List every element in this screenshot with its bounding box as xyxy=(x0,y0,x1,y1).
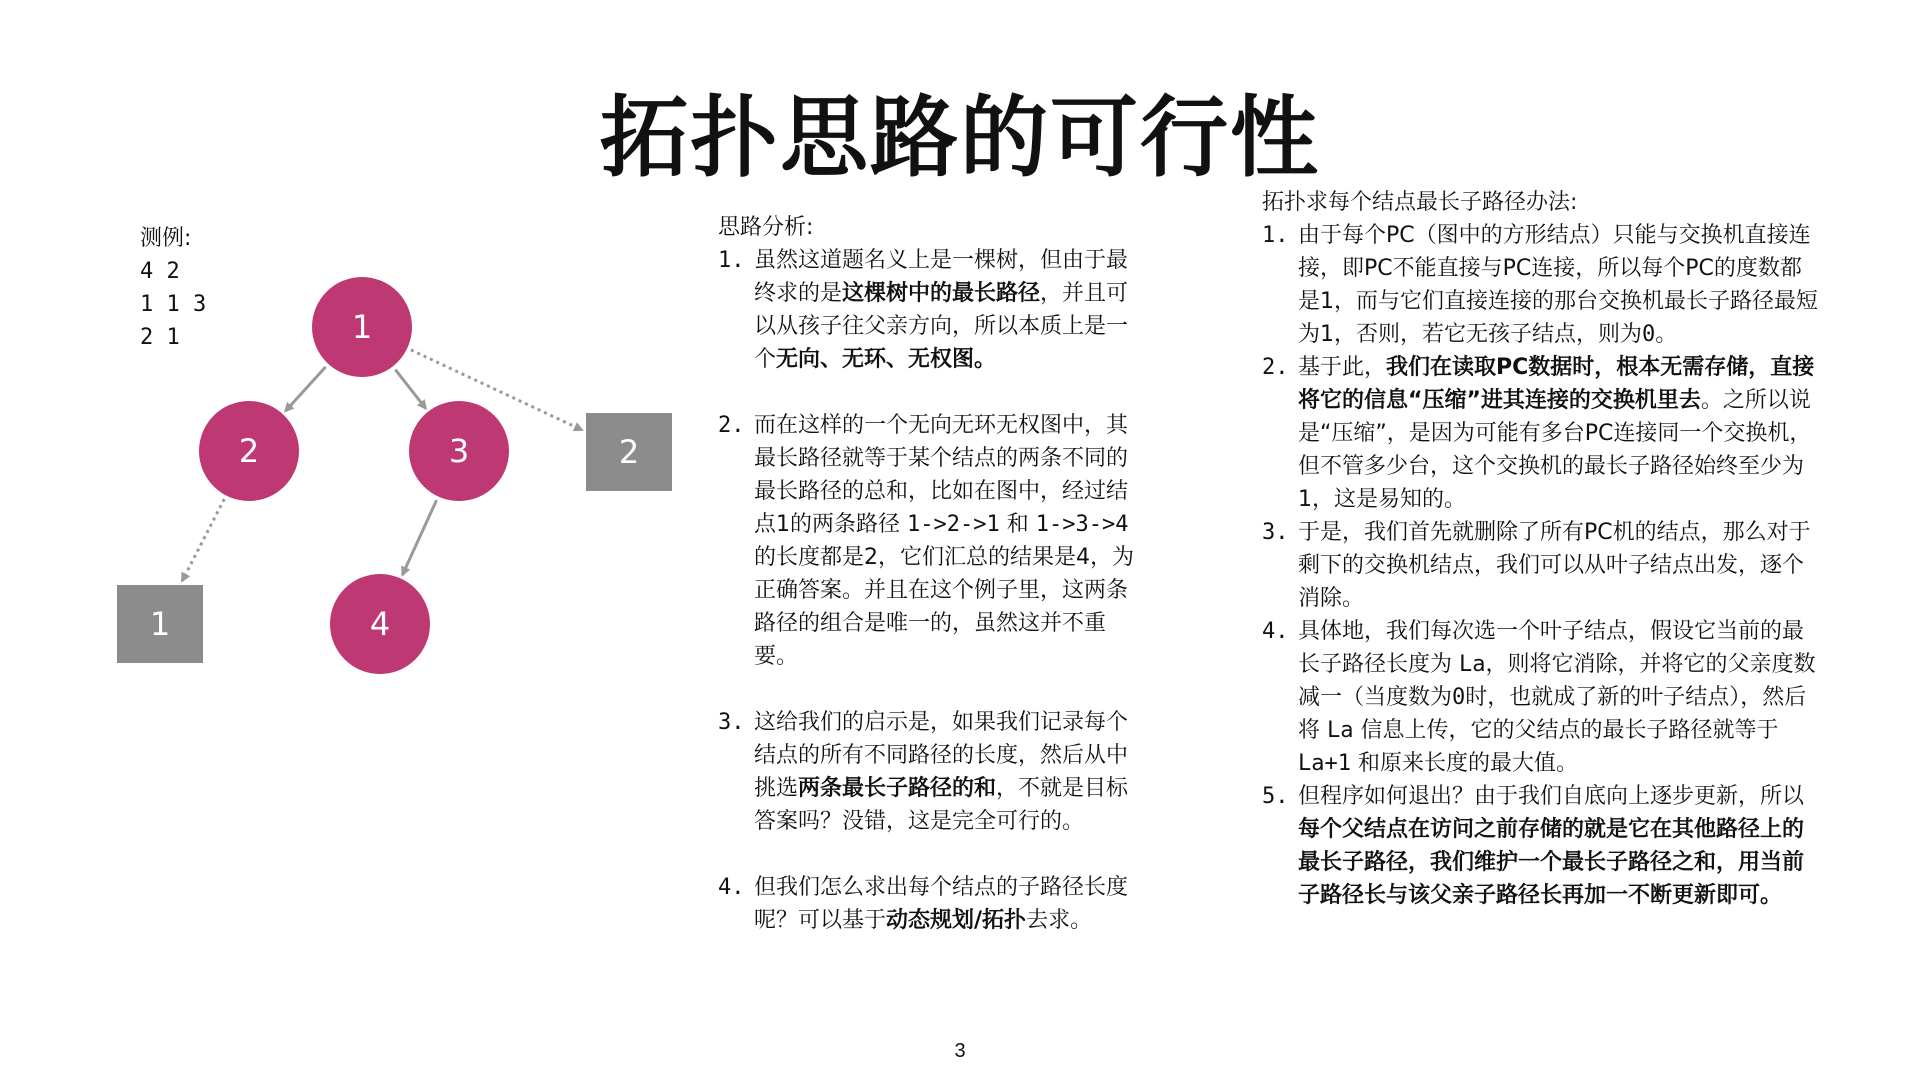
code-text: 1->3->4 xyxy=(1035,512,1129,537)
emphasis-text: 我们在读取PC数据时，根本无需存储，直接将它的信息“压缩”进其连接的交换机里去 xyxy=(1298,355,1815,413)
analysis-item xyxy=(718,706,1148,838)
node-label: 1 xyxy=(351,308,373,346)
body-text: 但我们怎么求出每个结点的子路径长度呢？可以基于 xyxy=(754,875,1129,933)
switch-node-n1 xyxy=(312,277,412,377)
method-heading: 拓扑求每个结点最长子路径办法: xyxy=(1262,190,1578,215)
body-text: 和 xyxy=(999,512,1036,537)
edge-n3-n4 xyxy=(402,500,436,575)
analysis-item-number: 2. xyxy=(718,413,745,438)
code-text: 0 xyxy=(1642,322,1656,347)
method-item-number: 4. xyxy=(1262,619,1289,644)
code-text: La xyxy=(1327,718,1354,743)
analysis-item-number: 1. xyxy=(718,248,745,273)
sample-label: 测例: xyxy=(140,226,192,251)
analysis-item-text xyxy=(754,244,1148,376)
method-item-text xyxy=(1298,615,1822,780)
body-text: ，并且可以从孩子往父亲方向，所以本质上是一个 xyxy=(754,281,1129,372)
analysis-item xyxy=(718,244,1148,376)
body-text: 时，也就成了新的叶子结点），然后将 xyxy=(1298,685,1807,743)
pc-node-pc2 xyxy=(586,413,672,491)
body-text: 而在这样的一个无向无环无权图中，其最长路径就等于某个结点的两条不同的最长路径的总和，比如在图中，经过结点1的两条路径 xyxy=(754,413,1129,537)
analysis-item xyxy=(718,409,1148,673)
method-item-text xyxy=(1298,351,1822,516)
emphasis-text: 无向、无环、无权图。 xyxy=(776,347,997,372)
page-title: 拓扑思路的可行性 xyxy=(599,86,1320,189)
edge-n1-n2 xyxy=(285,367,325,411)
edge-n1-n3 xyxy=(395,370,425,409)
method-item-number: 3. xyxy=(1262,520,1289,545)
method-item-number: 5. xyxy=(1262,784,1289,809)
page-number: 3 xyxy=(954,1040,966,1062)
switch-node-n4 xyxy=(330,574,430,674)
method-item xyxy=(1262,780,1822,912)
sample-line: 2 1 xyxy=(140,325,180,350)
sample-line: 4 2 xyxy=(140,259,180,284)
method-item-text xyxy=(1298,780,1822,912)
analysis-item-text xyxy=(754,409,1148,673)
emphasis-text: 每个父结点在访问之前存储的就是它在其他路径上的最长子路径，我们维护一个最长子路径之和，用当前子路径长与该父亲子路径长再加一不断更新即可。 xyxy=(1298,817,1805,908)
method-item xyxy=(1262,615,1822,780)
analysis-list xyxy=(718,244,1148,937)
method-item xyxy=(1262,219,1822,351)
node-label: 2 xyxy=(618,433,640,471)
node-label: 4 xyxy=(369,605,391,643)
analysis-item-text xyxy=(754,706,1148,838)
method-item xyxy=(1262,351,1822,516)
emphasis-text: 这棵树中的最长路径 xyxy=(842,281,1041,306)
code-text: La xyxy=(1459,652,1486,677)
method-item-number: 1. xyxy=(1262,223,1289,248)
node-label: 3 xyxy=(448,432,470,470)
method-item-number: 2. xyxy=(1262,355,1289,380)
body-text: 这给我们的启示是，如果我们记录每个结点的所有不同路径的长度，然后从中挑选 xyxy=(754,710,1129,801)
method-item-text xyxy=(1298,219,1822,351)
body-text: ，则将它消除，并将它的父亲度数减一（当度数为 xyxy=(1298,652,1816,710)
code-text: 1->2->1 xyxy=(907,512,1000,537)
body-text: 和原来长度的最大值。 xyxy=(1350,751,1578,776)
analysis-heading: 思路分析: xyxy=(718,215,814,240)
node-label: 2 xyxy=(238,432,260,470)
method-list xyxy=(1262,219,1822,912)
analysis-item xyxy=(718,871,1148,937)
body-text: 基于此， xyxy=(1298,355,1387,380)
body-text: 。 xyxy=(1655,322,1678,347)
code-text: La+1 xyxy=(1298,751,1351,776)
analysis-item-number: 4. xyxy=(718,875,745,900)
body-text: 由于每个PC（图中的方形结点）只能与交换机直接连接，即PC不能直接与PC连接，所以每个PC的度数都是1，而与它们直接连接的那台交换机最长子路径最短为1，否则，若它无孩子结点，则为 xyxy=(1298,223,1818,347)
switch-node-n2 xyxy=(199,401,299,501)
body-text: 但程序如何退出？由于我们自底向上逐步更新，所以 xyxy=(1298,784,1805,809)
body-text: 具体地，我们每次选一个叶子结点，假设它当前的最长子路径长度为 xyxy=(1298,619,1805,677)
emphasis-text: 两条最长子路径的和 xyxy=(798,776,997,801)
method-section xyxy=(1262,186,1822,912)
body-text: 虽然这道题名义上是一棵树，但由于最终求的是 xyxy=(754,248,1129,306)
method-item-text xyxy=(1298,516,1822,615)
method-item xyxy=(1262,516,1822,615)
sample-line: 1 1 3 xyxy=(140,292,207,317)
analysis-item-text xyxy=(754,871,1148,937)
edge-n2-pc1 xyxy=(182,499,224,581)
analysis-item-number: 3. xyxy=(718,710,745,735)
body-text: ，不就是目标答案吗？没错，这是完全可行的。 xyxy=(754,776,1129,834)
body-text: 信息上传，它的父结点的最长子路径就等于 xyxy=(1353,718,1779,743)
body-text: 。之所以说是“压缩”，是因为可能有多台PC连接同一个交换机，但不管多少台，这个交换机的最长子路径始终至少为1，这是易知的。 xyxy=(1298,388,1812,512)
pc-node-pc1 xyxy=(117,585,203,663)
body-text: 去求。 xyxy=(1026,908,1093,933)
switch-node-n3 xyxy=(409,401,509,501)
body-text: 的长度都是2，它们汇总的结果是4，为正确答案。并且在这个例子里，这两条路径的组合是唯一的，虽然这并不重要。 xyxy=(754,545,1134,669)
code-text: 0 xyxy=(1452,685,1466,710)
node-label: 1 xyxy=(149,605,171,643)
emphasis-text: 动态规划/拓扑 xyxy=(886,908,1027,933)
analysis-section xyxy=(718,211,1148,970)
body-text: 于是，我们首先就删除了所有PC机的结点，那么对于剩下的交换机结点，我们可以从叶子结点出发，逐个消除。 xyxy=(1298,520,1811,611)
